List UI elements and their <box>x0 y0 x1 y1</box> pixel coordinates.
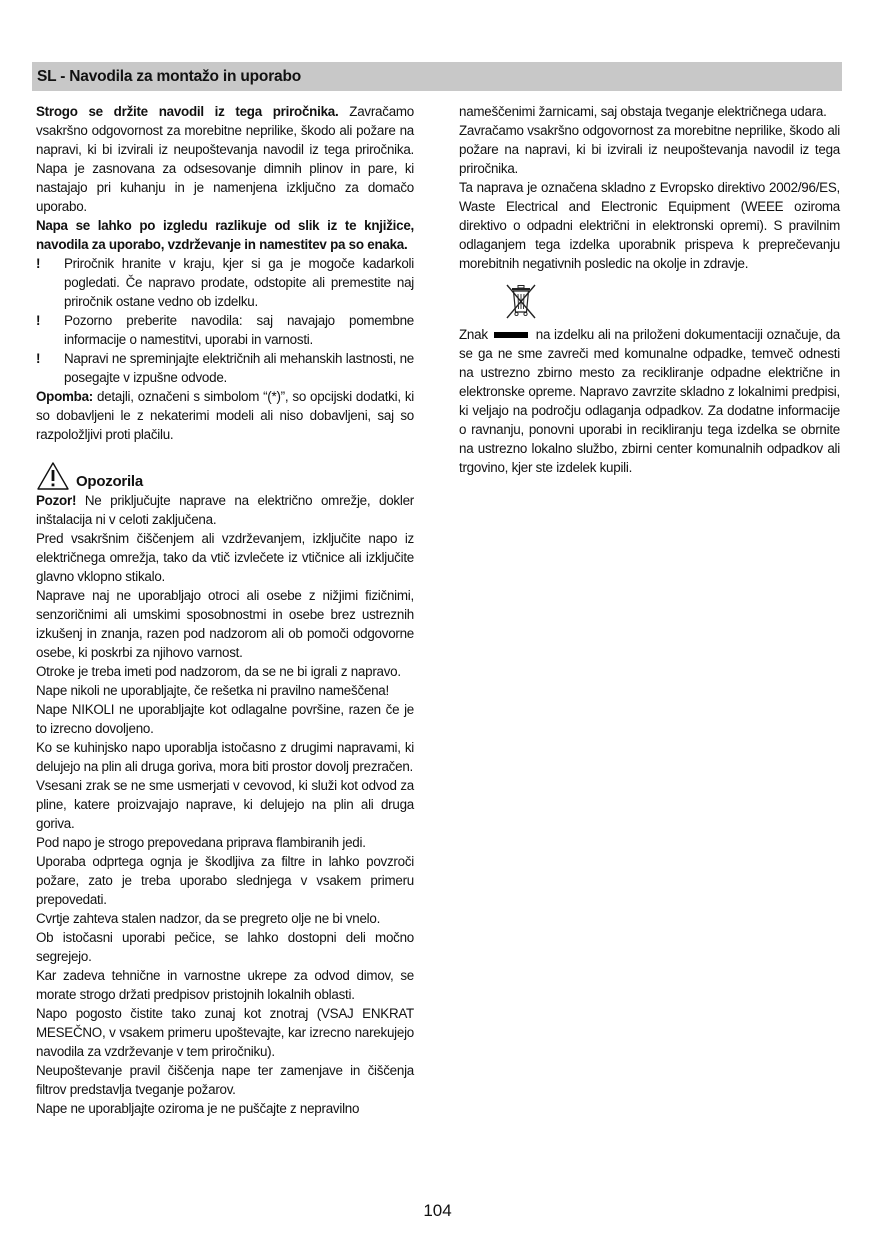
notice-paragraph: Napa se lahko po izgledu razlikuje od slik iz te knjižice, navodila za uporabo, vzdrževanje in namestitev pa so enaka. <box>36 218 414 252</box>
sign-paragraph <box>459 325 840 477</box>
exclamation-mark: ! <box>36 313 41 328</box>
bullet-text: Priročnik hranite v kraju, kjer si ga je mogoče kadarkoli pogledati. Če napravo prodate, odstopite ali premestite naj priročnik ostane vedno ob izdelku. <box>64 256 414 309</box>
page-number: 104 <box>423 1201 452 1220</box>
left-column <box>36 102 414 1118</box>
sign-text: na izdelku ali na priloženi dokumentaciji označuje, da se ga ne sme zavreči med komunalne odpadke, temveč odnesti na ustrezno zbirno mesto za recikliranje odpadne električne in elektronske opreme. Napravo zavrzite skladno z lokalnimi predpisi, ki veljajo na področju odlaganja odpadkov. Za dodatne informacije o ravnanju, ponovni uporabi in recikliranju tega izdelka se obrnite na ustrezno lokalno službo, zbirni center komunalnih odpadkov ali trgovino, kjer ste izdelek kupili. <box>459 327 840 475</box>
crossed-bin-icon <box>501 281 541 321</box>
note-text: detajli, označeni s simbolom “(*)”, so opcijski dodatki, ki so dobavljeni le z nekaterimi modeli ali niso dobavljeni, saj so razpoložljivi proti plačilu. <box>36 389 414 442</box>
bullet-item <box>36 311 414 349</box>
warnings-heading <box>36 459 414 491</box>
weee-paragraph: Ta naprava je označena skladno z Evropsko direktivo 2002/96/ES, Waste Electrical and Electronic Equipment (WEEE oziroma direktivo o odpadni električni in elektronski opremi). S pravilnim odlaganjem tega izdelka uporabnik prispeva k preprečevanju morebitnih negativnih posledic na okolje in zdravje. <box>459 180 840 271</box>
warning-pozor: Pozor! <box>36 493 77 508</box>
note-label: Opomba: <box>36 389 94 404</box>
warning-item: Kar zadeva tehnične in varnostne ukrepe za odvod dimov, se morate strogo držati predpisov pristojnih lokalnih oblasti. <box>36 968 414 1002</box>
bullet-text: Napravi ne spreminjajte električnih ali mehanskih lastnosti, ne posegajte v izpušne odvode. <box>64 351 414 385</box>
intro-text: Zavračamo vsakršno odgovornost za morebitne neprilike, škodo ali požare na napravi, ki bi izvirali iz neupoštevanja navodil iz tega priročnika. Napa je zasnovana za odsesovanje dimnih plinov in pare, ki nastajajo pri kuhanju in je namenjena izključno za domačo uporabo. <box>36 104 414 214</box>
warnings-title: Opozorila <box>76 473 143 490</box>
warning-item: Pred vsakršnim čiščenjem ali vzdrževanjem, izključite napo iz električnega omrežja, tako da vtič izvlečete iz vtičnice ali izključite glavno vklopno stikalo. <box>36 531 414 584</box>
continued-paragraph: nameščenimi žarnicami, saj obstaja tveganje električnega udara. <box>459 104 827 119</box>
warning-item: Ko se kuhinjsko napo uporablja istočasno z drugimi napravami, ki delujejo na plin ali druga goriva, mora biti prostor dovolj prezračen. <box>36 740 414 774</box>
warning-item: Napo pogosto čistite tako zunaj kot znotraj (VSAJ ENKRAT MESEČNO, v vsakem primeru upoštevajte, kar izrecno narekujejo navodila za vzdrževanje v tem priročniku). <box>36 1006 414 1059</box>
exclamation-mark: ! <box>36 256 41 271</box>
section-title: SL - Navodila za montažo in uporabo <box>37 68 301 85</box>
warning-item: Uporaba odprtega ognja je škodljiva za filtre in lahko povzroči požare, zato je treba uporabo slednjega v vsakem primeru prepovedati. <box>36 854 414 907</box>
intro-paragraph <box>36 102 414 216</box>
black-bar-symbol <box>494 332 528 338</box>
warning-item: Cvrtje zahteva stalen nadzor, da se pregreto olje ne bi vnelo. <box>36 911 381 926</box>
warning-text: Ne priključujte naprave na električno omrežje, dokler inštalacija ni v celoti zaključena. <box>36 493 414 527</box>
intro-bold: Strogo se držite navodil iz tega priročnika. <box>36 104 339 119</box>
sign-prefix: Znak <box>459 327 488 342</box>
warning-item: Ob istočasni uporabi pečice, se lahko dostopni deli močno segrejejo. <box>36 930 414 964</box>
warning-item: Nape nikoli ne uporabljajte, če rešetka ni pravilno nameščena! <box>36 683 389 698</box>
disclaimer-paragraph: Zavračamo vsakršno odgovornost za morebitne neprilike, škodo ali požare na napravi, ki bi izvirali iz neupoštevanja navodil iz tega priročnika. <box>459 123 840 176</box>
bullet-text: Pozorno preberite navodila: saj navajajo pomembne informacije o namestitvi, uporabi in varnosti. <box>64 313 414 347</box>
warning-item: Neupoštevanje pravil čiščenja nape ter zamenjave in čiščenja filtrov predstavlja tveganje požarov. <box>36 1063 414 1097</box>
exclamation-mark: ! <box>36 351 41 366</box>
warning-item: Nape NIKOLI ne uporabljajte kot odlagalne površine, razen če je to izrecno dovoljeno. <box>36 702 414 736</box>
warning-item: Pod napo je strogo prepovedana priprava flambiranih jedi. <box>36 835 366 850</box>
note-paragraph <box>36 387 414 444</box>
warning-item: Vsesani zrak se ne sme usmerjati v cevovod, ki služi kot odvod za pline, katere proizvajajo naprave, ki delujejo na plin ali druga goriva. <box>36 778 414 831</box>
bullet-item <box>36 349 414 387</box>
warning-item: Nape ne uporabljajte oziroma je ne puščajte z nepravilno <box>36 1101 360 1116</box>
section-header-bar <box>32 62 842 91</box>
weee-symbol-wrap <box>459 273 840 325</box>
bullet-item <box>36 254 414 311</box>
warning-triangle-icon <box>36 461 70 491</box>
warning-item: Otroke je treba imeti pod nadzorom, da se ne bi igrali z napravo. <box>36 664 401 679</box>
warning-item <box>36 491 414 529</box>
warning-item: Naprave naj ne uporabljajo otroci ali osebe z nižjimi fizičnimi, senzoričnimi ali umskimi sposobnostmi in osebe brez ustreznih izkušenj in znanja, razen pod nadzorom ali ob pomoči odgovorne osebe, ki poskrbi za njihovo varnost. <box>36 588 414 660</box>
right-column <box>459 102 840 477</box>
